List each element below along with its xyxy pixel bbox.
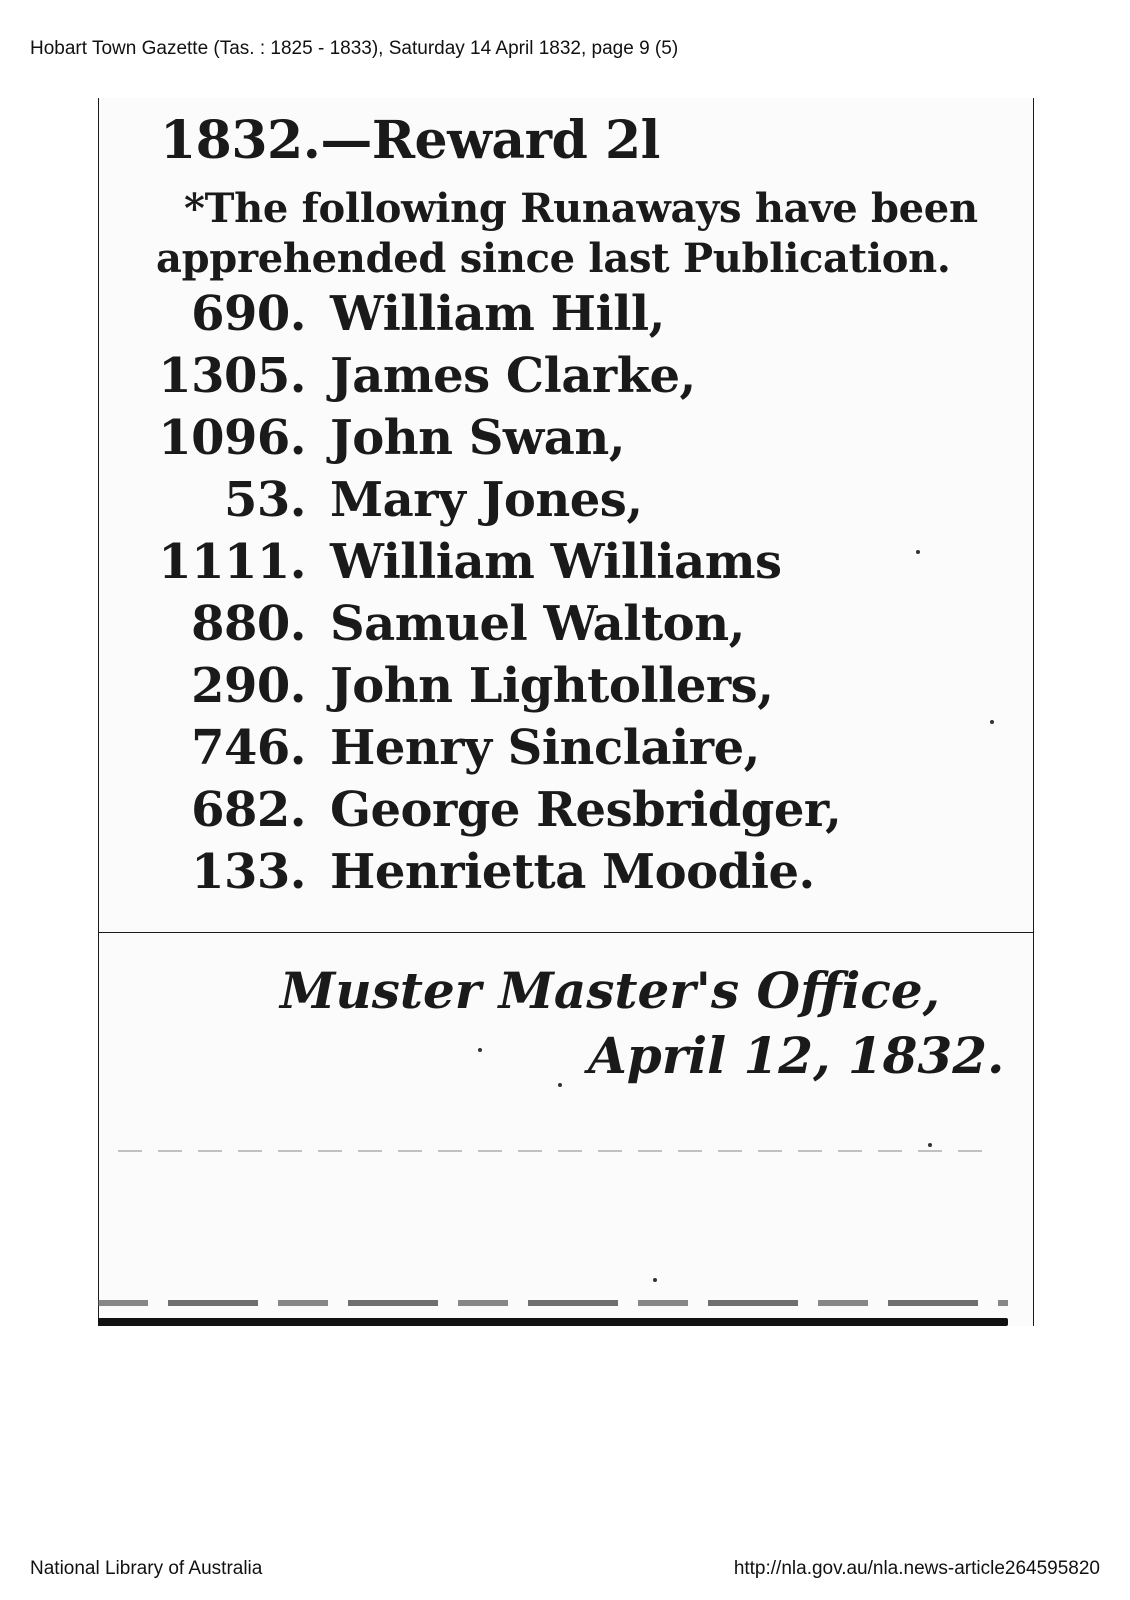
runaway-name: Henrietta Moodie.: [330, 844, 815, 900]
runaway-number: 133.: [191, 844, 306, 900]
list-item: [98, 410, 1028, 472]
list-item: [98, 782, 1028, 844]
footer-url[interactable]: http://nla.gov.au/nla.news-article264595820: [733, 1558, 1100, 1579]
print-speck: [990, 720, 994, 724]
runaway-number: 880.: [191, 596, 306, 652]
list-item: [98, 596, 1028, 658]
list-item: [98, 348, 1028, 410]
signature-office: Muster Master's Office,: [280, 961, 941, 1020]
runaway-number: 746.: [191, 720, 306, 776]
signature-date: April 12, 1832.: [588, 1026, 1005, 1085]
runaway-name: John Lightollers,: [330, 658, 774, 714]
print-speck: [558, 1083, 562, 1087]
runaway-number: 682.: [191, 782, 306, 838]
runaway-number: 1111.: [158, 534, 306, 590]
runaway-number: 1096.: [158, 410, 306, 466]
runaway-name: William Williams: [330, 534, 782, 590]
newspaper-clipping: [98, 98, 1034, 1326]
list-item: [98, 534, 1028, 596]
runaway-name: George Resbridger,: [330, 782, 842, 838]
list-item: [98, 472, 1028, 534]
runaway-number: 1305.: [158, 348, 306, 404]
print-speck: [916, 550, 920, 554]
footer-source: National Library of Australia: [30, 1558, 263, 1579]
list-item: [98, 844, 1028, 906]
print-speck: [653, 1278, 657, 1282]
runaway-name: Henry Sinclaire,: [330, 720, 760, 776]
print-speck: [478, 1048, 482, 1052]
runaway-name: Mary Jones,: [330, 472, 643, 528]
runaway-name: Samuel Walton,: [330, 596, 745, 652]
runaway-name: William Hill,: [330, 286, 665, 342]
runaway-list: [98, 286, 1028, 906]
faint-bottom-rule: [98, 1300, 1008, 1306]
runaways-notice: [156, 184, 1034, 284]
runaway-name: James Clarke,: [330, 348, 696, 404]
list-item: [98, 658, 1028, 720]
notice-line-2: apprehended since last Publication.: [156, 235, 951, 282]
citation-header: Hobart Town Gazette (Tas. : 1825 - 1833), Saturday 14 April 1832, page 9 (5): [30, 38, 679, 59]
signature-block: [98, 958, 1028, 1088]
cut-off-text-line: [168, 98, 1034, 110]
bottom-rule: [98, 1318, 1008, 1326]
list-item: [98, 720, 1028, 782]
notice-line-1: *The following Runaways have been: [184, 185, 978, 232]
runaway-name: John Swan,: [330, 410, 625, 466]
faint-print-rule: [118, 1150, 998, 1152]
runaway-number: 290.: [191, 658, 306, 714]
list-item: [98, 286, 1028, 348]
runaway-number: 690.: [191, 286, 306, 342]
reward-line: 1832.—Reward 2l: [160, 110, 660, 171]
print-speck: [928, 1143, 932, 1147]
runaway-number: 53.: [223, 472, 306, 528]
